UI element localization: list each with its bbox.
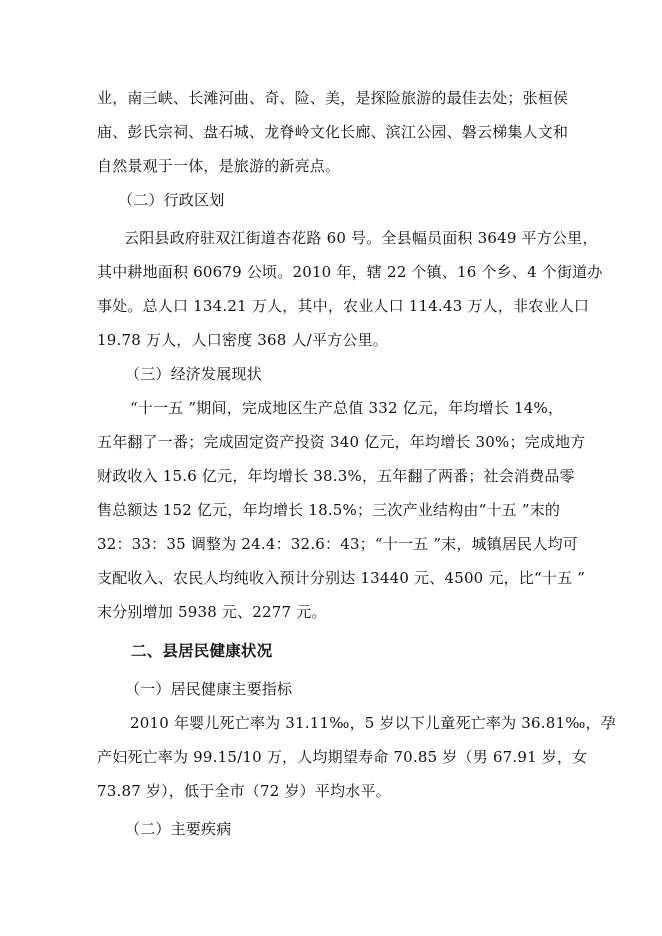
body-text-line: 末分别增加 5938 元、2277 元。 [97,603,327,621]
chapter-heading: 二、县居民健康状况 [131,642,273,660]
section-heading: （二）主要疾病 [125,820,232,838]
body-text-line: 事处。总人口 134.21 万人，其中，农业人口 114.43 万人，非农业人口 [97,297,590,315]
body-text-line: 73.87 岁），低于全市（72 岁）平均水平。 [97,782,391,800]
body-text-line: 庙、彭氏宗祠、盘石城、龙脊岭文化长廊、滨江公园、磐云梯集人文和 [97,123,569,141]
body-text-line: 支配收入、农民人均纯收入预计分别达 13440 元、4500 元，比“十五 ” [97,569,586,587]
body-text-line: 业，南三峡、长滩河曲、奇、险、美，是探险旅游的最佳去处；张桓侯 [97,89,569,107]
body-text-line: 19.78 万人，人口密度 368 人/平方公里。 [97,331,388,349]
body-text-line: 自然景观于一体，是旅游的新亮点。 [97,157,341,175]
body-text-line: 产妇死亡率为 99.15/10 万，人均期望寿命 70.85 岁（男 67.91 岁，女 [97,748,588,766]
section-heading: （一）居民健康主要指标 [125,680,293,698]
body-text-line: 其中耕地面积 60679 公顷。2010 年，辖 22 个镇、16 个乡、4 个街道办 [97,263,603,281]
body-text-line: “十一五 ”期间，完成地区生产总值 332 亿元，年均增长 14%， [130,399,564,417]
body-text-line: 五年翻了一番；完成固定资产投资 340 亿元，年均增长 30%；完成地方 [97,433,586,451]
body-text-line: 32：33：35 调整为 24.4：32.6：43；“十一五 ”末，城镇居民人均可 [97,535,578,553]
body-text-line: 云阳县政府驻双江街道杏花路 60 号。全县幅员面积 3649 平方公里， [124,229,598,247]
body-text-line: 售总额达 152 亿元，年均增长 18.5%；三次产业结构由“十五 ”末的 [97,501,561,519]
section-heading: （二）行政区划 [118,191,225,209]
body-text-line: 2010 年婴儿死亡率为 31.11‰，5 岁以下儿童死亡率为 36.81‰，孕 [130,714,616,732]
section-heading: （三）经济发展现状 [125,365,262,383]
body-text-line: 财政收入 15.6 亿元，年均增长 38.3%，五年翻了两番；社会消费品零 [97,467,575,485]
